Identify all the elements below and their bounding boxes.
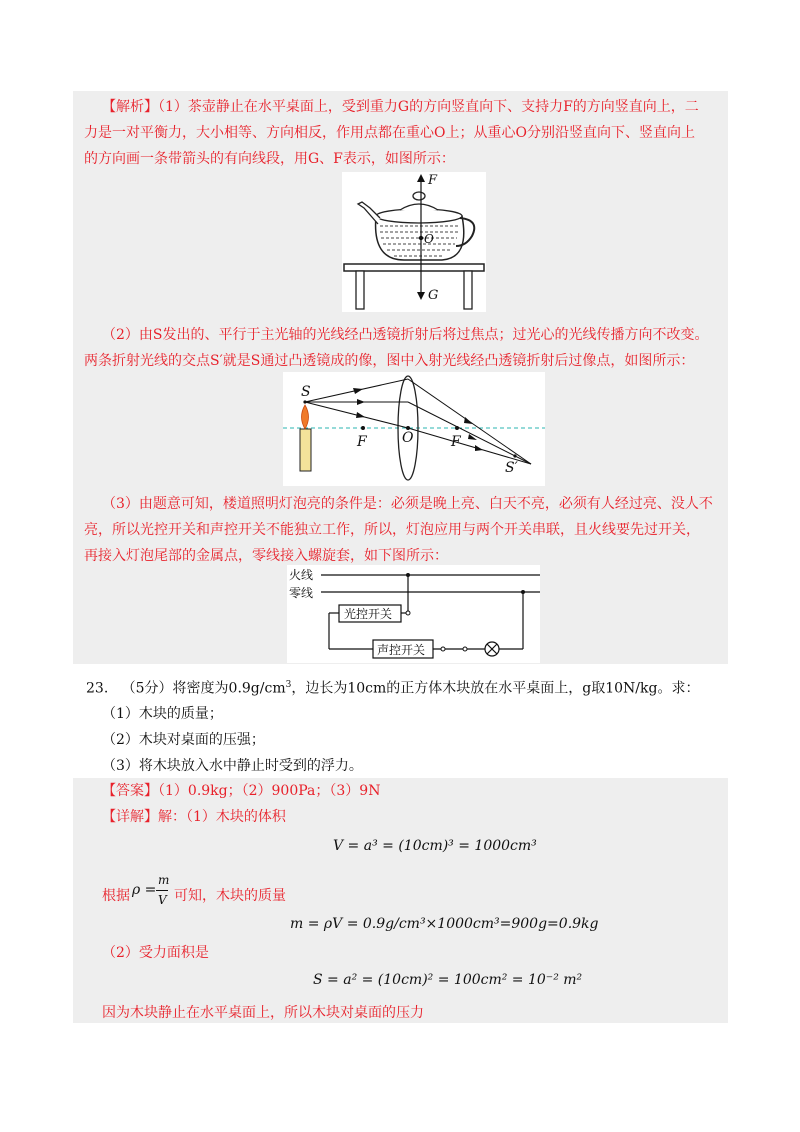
question-sub3: （3）将木块放入水中静止时受到的浮力。 [102,758,363,774]
answer-line: 【答案】（1）0.9kg；（2）900Pa；（3）9N [102,783,381,799]
analysis-p2-line1: （2）由S发出的、平行于主光轴的光线经凸透镜折射后将过焦点；过光心的光线传播方向不改变。 [102,327,709,343]
analysis-p3-line3: 再接入灯泡尾部的金属点，零线接入螺旋套，如下图所示： [84,548,448,564]
focus-label-left: F [357,434,367,450]
question-sub2: （2）木块对桌面的压强； [102,732,265,748]
equation-area: S = a² = (10cm)² = 100cm² = 10⁻² m² [313,972,583,988]
question-number: 23. [86,680,109,697]
detail-last: 因为木块静止在水平桌面上，所以木块对桌面的压力 [102,1005,424,1021]
teapot-figure [342,172,486,312]
focus-label-right: F [451,434,461,450]
force-label-g: G [428,288,439,303]
circuit-diagram [287,565,540,663]
analysis-label: 【解析】 [102,99,158,115]
answer-label: 【答案】 [102,783,158,799]
rho-denominator: V [158,893,167,907]
question-sub1: （1）木块的质量； [102,706,223,722]
question-stem: 23. （5分）将密度为$0.9g/cm^3$，边长为10cm的正方体木块放在水平桌面上，g取10N/kg。求： [86,680,700,697]
detail-p2: （2）受力面积是 [102,945,209,961]
light-switch-label: 光控开关 [344,607,393,621]
image-label-s-prime: S′ [505,460,518,476]
force-label-f: F [428,173,438,188]
lens-figure [283,372,545,486]
detail-line: 【详解】解：（1）木块的体积 [102,809,286,825]
equation-mass: m = ρV = 0.9g/cm³×1000cm³=900g=0.9kg [290,916,599,932]
lens-diagram [283,372,545,486]
circuit-figure [287,565,540,663]
analysis-p1-line3: 的方向画一条带箭头的有向线段，用G、F表示，如图所示： [84,151,455,167]
analysis-p3-line2: 亮，所以光控开关和声控开关不能独立工作，所以，灯泡应用与两个开关串联，且火线要先过开关， [84,522,700,538]
source-label-s: S [301,384,311,400]
detail-label: 【详解】 [102,809,158,825]
density-value: 0.9g/cm [228,680,286,697]
equation-volume: V = a³ = (10cm)³ = 1000cm³ [333,838,537,854]
analysis-p1-line1: 【解析】（1）茶壶静止在水平桌面上，受到重力G的方向竖直向下、支持力F的方向竖直向上，二 [102,99,699,115]
sound-switch-label: 声控开关 [377,643,426,657]
neutral-wire-label: 零线 [289,586,314,600]
analysis-p2-line2: 两条折射光线的交点S′就是S通过凸透镜成的像，图中入射光线经凸透镜折射后过像点，如图所示： [84,353,695,369]
analysis-p1-line2: 力是一对平衡力，大小相等、方向相反，作用点都在重心O上；从重心O分别沿竖直向下、竖直向上 [84,125,695,141]
lens-center-label: O [402,430,414,446]
rho-prefix: ρ = [132,882,157,898]
analysis-p3-line1: （3）由题意可知，楼道照明灯泡亮的条件是：必须是晚上亮、白天不亮，必须有人经过亮、没人不 [102,496,713,512]
center-label-o: O [424,232,434,246]
teapot-diagram [342,172,486,312]
live-wire-label: 火线 [289,568,314,582]
rho-numerator: m [158,873,170,887]
